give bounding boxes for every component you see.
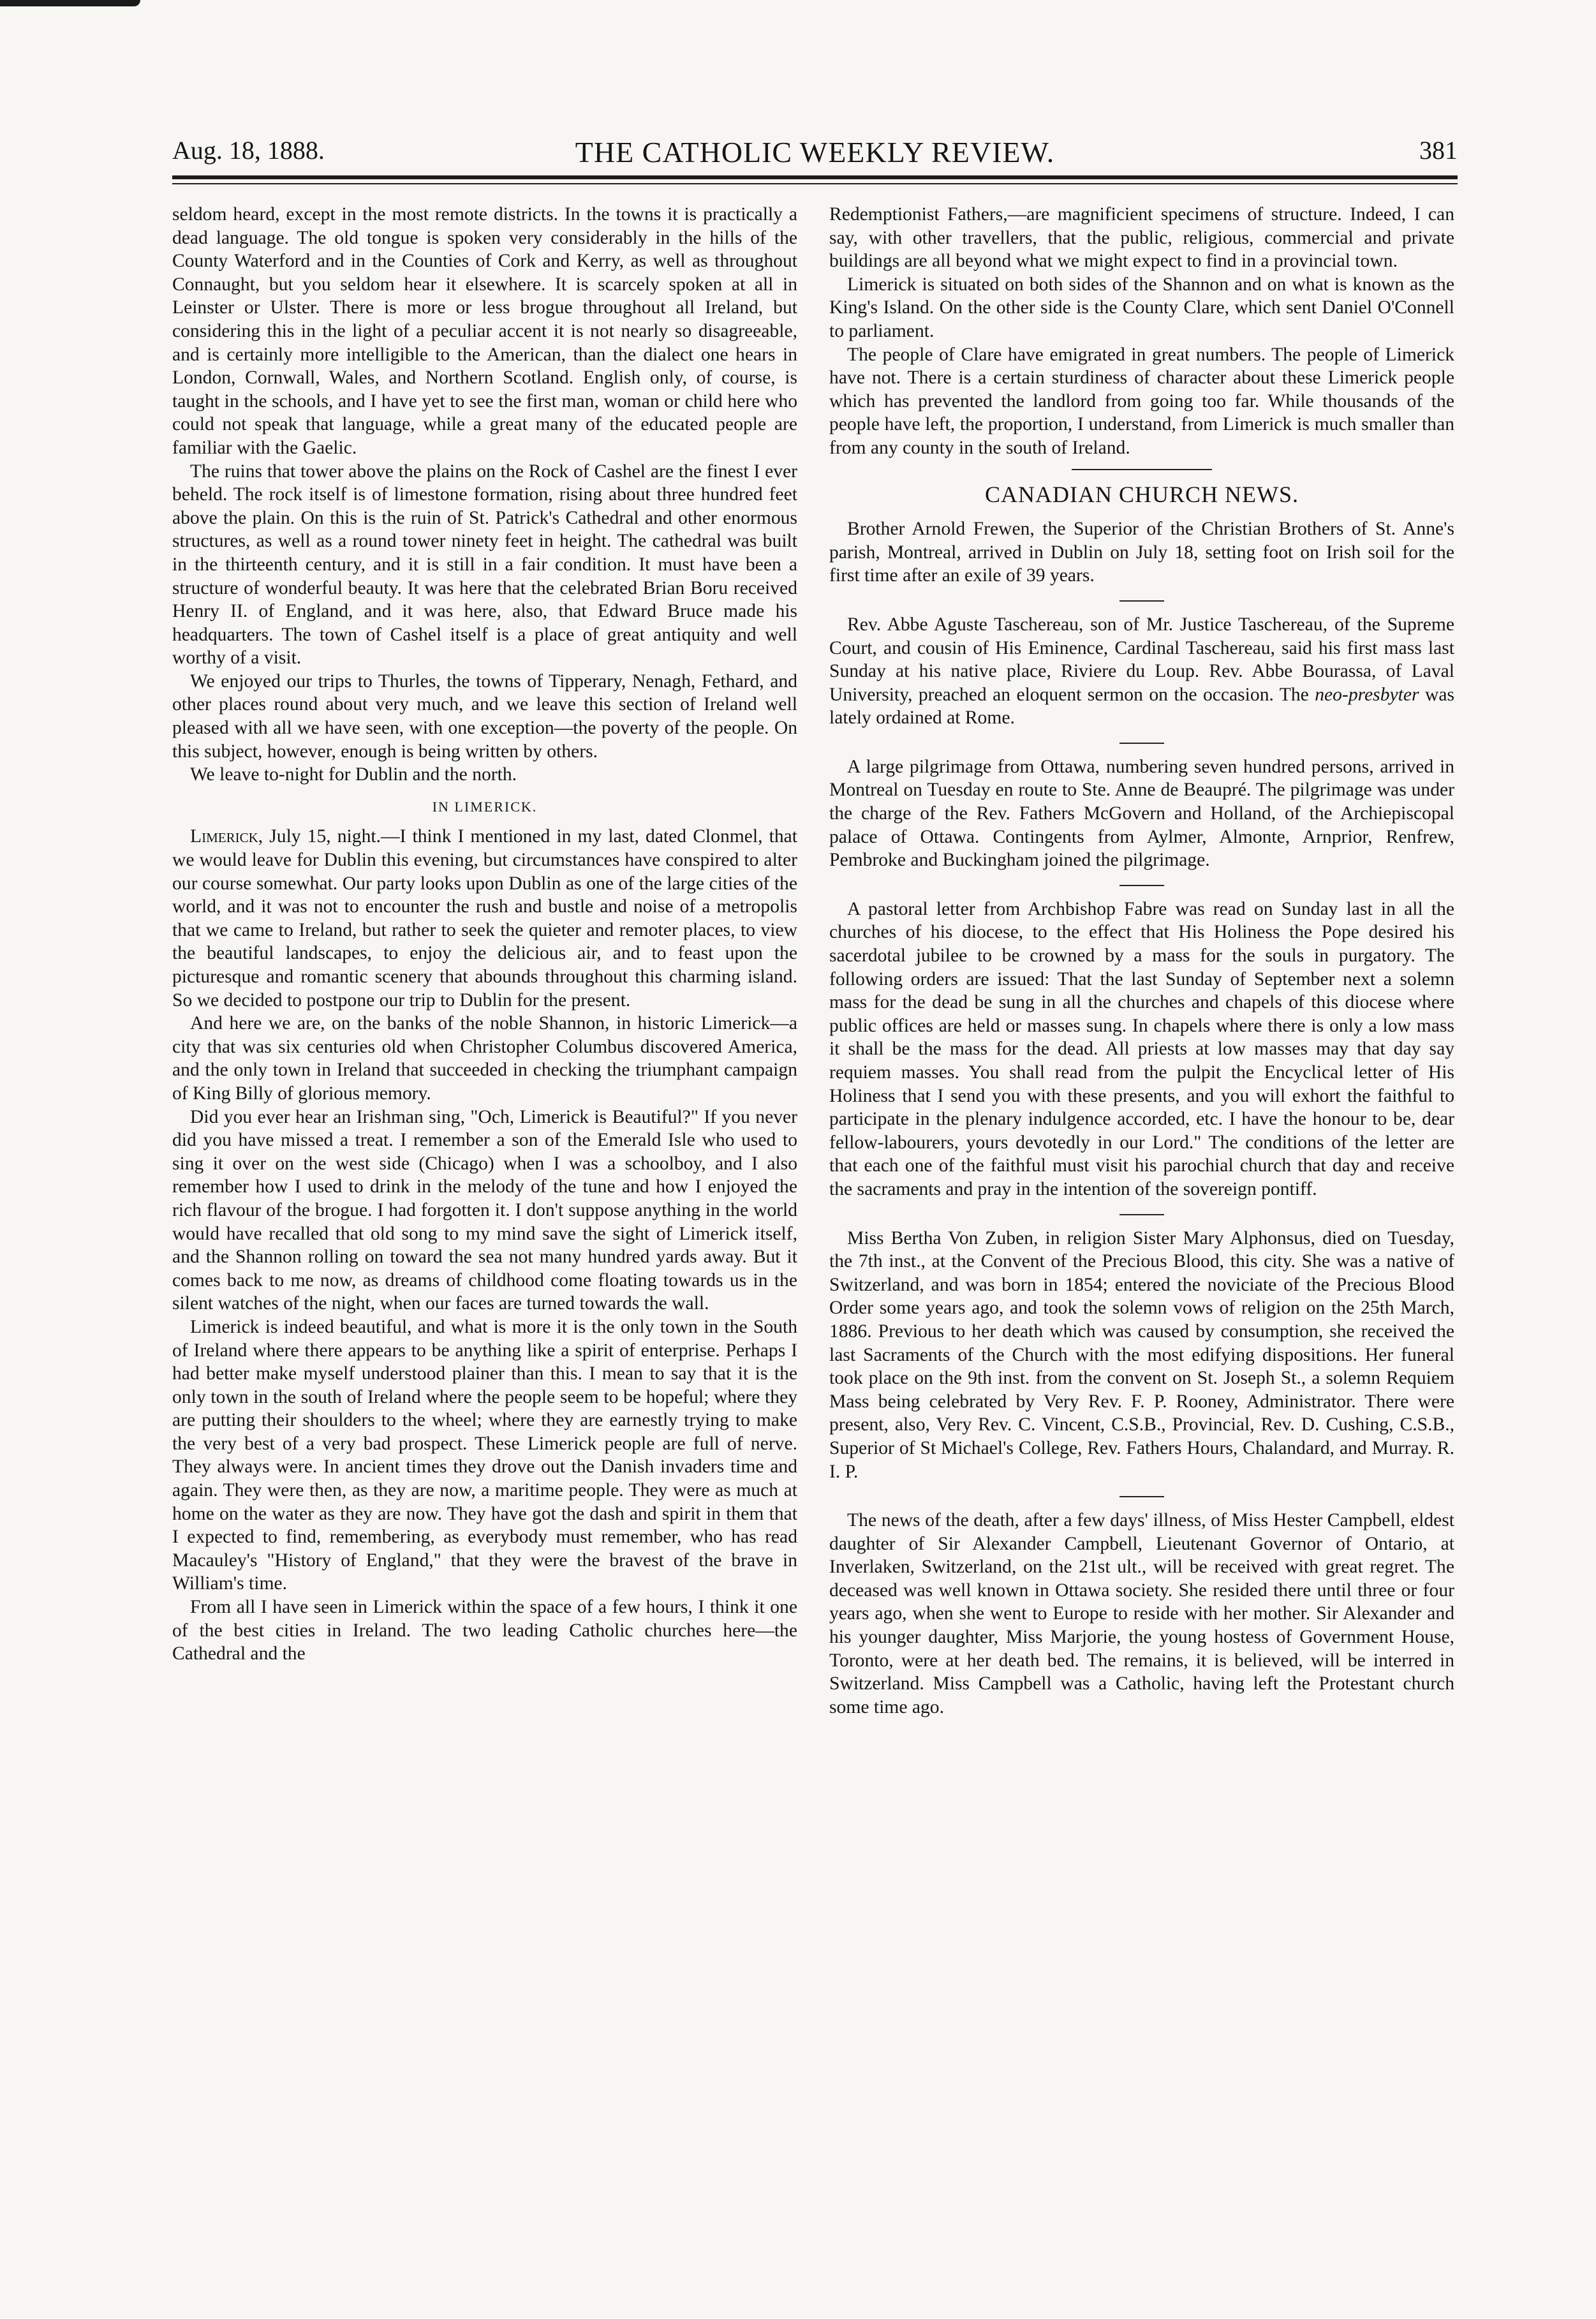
item-divider	[1119, 600, 1164, 602]
italic-term: neo-presbyter	[1315, 684, 1419, 705]
left-column	[172, 203, 797, 2276]
item-divider	[1119, 743, 1164, 744]
article-paragraph: Redemptionist Fathers,—are magnificient specimens of structure. Indeed, I can say, with other travellers, that the public, religious, commercial and private buildings are all beyond what we might expect to find in a provincial town.	[829, 204, 1454, 272]
article-paragraph: Did you ever hear an Irishman sing, "Och, Limerick is Beautiful?" If you never did you have missed a treat. I remember a son of the Emerald Isle who used to sing it over on the west side (Chicago) when I was a schoolboy, and I also remember how I used to drink in the melody of the tune and how I enjoyed the rich flavour of the brogue. I had forgotten it. I don't suppose anything in the world would have recalled that old song to my mind save the sight of Limerick itself, and the Shannon rolling on toward the sea not many hundred yards away. But it comes back to me now, as dreams of childhood come floating towards us in the silent watches of the night, when our faces are turned towards the wall.	[172, 1106, 797, 1314]
item-divider	[1119, 1214, 1164, 1215]
news-item: A pastoral letter from Archbishop Fabre was read on Sunday last in all the churches of his diocese, to the effect that His Holiness the Pope desired his sacerdotal jubilee to be crowned by a mass for the souls in purgatory. The following orders are issued: That the last Sunday of September next a solemn mass for the dead be sung in all the churches and chapels of this diocese where public offices are held or masses sung. In chapels where there is only a low mass it shall be the mass for the dead. All priests at low masses may that day say requiem masses. You shall read from the pulpit the Encyclical letter of His Holiness that I send you with these presents, and you will exhort the faithful to participate in the plenary indulgence accorded, etc. I have the honour to be, dear fellow-labourers, yours devotedly in our Lord." The conditions of the letter are that each one of the faithful must visit his parochial church that day and receive the sacraments and pray in the intention of the sovereign pontiff.	[829, 898, 1454, 1199]
page-header	[172, 135, 1458, 180]
page-number: 381	[1419, 136, 1458, 165]
news-item: The news of the death, after a few days' illness, of Miss Hester Campbell, eldest daughter of Sir Alexander Campbell, Lieutenant Governor of Ontario, at Inverlaken, Switzerland, on the 21st ult., will be received with great regret. The deceased was well known in Ottawa society. She resided there until three or four years ago, when she went to Europe to reside with her mother. Sir Alexander and his younger daughter, Miss Marjorie, the young hostess of Government House, Toronto, were at her death bed. The remains, it is believed, will be interred in Switzerland. Miss Campbell was a Catholic, having left the Protestant church some time ago.	[829, 1510, 1454, 1717]
issue-date: Aug. 18, 1888.	[172, 136, 325, 165]
news-item: Miss Bertha Von Zuben, in religion Sister Mary Alphonsus, died on Tuesday, the 7th inst., at the Convent of the Precious Blood, this city. She was a native of Switzerland, and was born in 1854; entered the noviciate of the Precious Blood Order some years ago, and took the solemn vows of religion on the 25th March, 1886. Previous to her death which was caused by consumption, she received the last Sacraments of the Church with the most edifying dispositions. Her funeral took place on the 9th inst. from the convent on St. Joseph St., a solemn Requiem Mass being celebrated by Very Rev. F. P. Rooney, Administrator. There were present, also, Very Rev. C. Vincent, C.S.B., Provincial, Rev. D. Cushing, C.S.B., Superior of St Michael's College, Rev. Fathers Hours, Chalandard, and Murray. R. I. P.	[829, 1227, 1454, 1482]
article-paragraph: And here we are, on the banks of the noble Shannon, in historic Limerick—a city that was six centuries old when Christopher Columbus discovered America, and the only town in Ireland that succeeded in checking the triumphant campaign of King Billy of glorious memory.	[172, 1013, 797, 1104]
article-paragraph: Limerick is indeed beautiful, and what is more it is the only town in the South of Ireland where there appears to be anything like a spirit of enterprise. Perhaps I had better make myself understood plainer than this. I mean to say that it is the only town in the south of Ireland where the people seem to be hopeful; where they are putting their shoulders to the wheel; where they are earnestly trying to make the very best of a very bad prospect. These Limerick people are full of nerve. They always were. In ancient times they drove out the Danish invaders time and again. They were then, as they are now, a maritime people. They were as much at home on the water as they are now. They have got the dash and spirit in them that I expected to find, remembering, as everybody must remember, who has read Macauley's "History of England," that they were the bravest of the brave in William's time.	[172, 1316, 797, 1594]
subheading-in-limerick: IN LIMERICK.	[432, 798, 538, 815]
item-divider	[1119, 1496, 1164, 1497]
article-paragraph: From all I have seen in Limerick within the space of a few hours, I think it one of the best cities in Ireland. The two leading Catholic churches here—the Cathedral and the	[172, 1597, 797, 1664]
article-paragraph	[172, 825, 797, 1012]
article-paragraph: seldom heard, except in the most remote districts. In the towns it is practically a dead language. The old tongue is spoken very considerably in the hills of the County Waterford and in the Counties of Cork and Kerry, as well as throughout Connaught, but you seldom hear it elsewhere. It is scarcely spoken at all in Leinster or Ulster. There is more or less brogue throughout all Ireland, but considering this in the light of a peculiar accent it is not nearly so disagreeable, and is certainly more intelligible to the American, than the dialect one hears in London, Cornwall, Wales, and Northern Scotland. English only, of course, is taught in the schools, and I have yet to see the first man, woman or child here who could not speak that language, while a great many of the educated people are familiar with the Gaelic.	[172, 204, 797, 458]
article-paragraph: The ruins that tower above the plains on the Rock of Cashel are the finest I ever beheld. The rock itself is of limestone formation, rising about three hundred feet above the plain. On this is the ruin of St. Patrick's Cathedral and other enormous structures, as well as a round tower ninety feet in height. The cathedral was built in the thirteenth century, and it is still in a fair condition. It must have been a structure of wonderful beauty. It was here that the celebrated Brian Boru received Henry II. of England, and it was here, also, that Edward Bruce made his headquarters. The town of Cashel itself is a place of great antiquity and well worthy of a visit.	[172, 461, 797, 669]
scan-edge-mark	[0, 0, 140, 6]
publication-title: THE CATHOLIC WEEKLY REVIEW.	[575, 136, 1055, 168]
header-rule-thin	[172, 183, 1458, 184]
news-item: Brother Arnold Frewen, the Superior of the Christian Brothers of St. Anne's parish, Montreal, arrived in Dublin on July 18, setting foot on Irish soil for the first time after an exile of 39 years.	[829, 519, 1454, 586]
article-paragraph: The people of Clare have emigrated in great numbers. The people of Limerick have not. There is a certain sturdiness of character about these Limerick people which has prevented the landlord from going too far. While thousands of the people have left, the proportion, I understand, from Limerick is much smaller than from any county in the south of Ireland.	[829, 344, 1454, 458]
item-divider	[1119, 885, 1164, 886]
dateline-text: July 15, night.—I think I mentioned in my last, dated Clonmel, that we would leave for Dublin this evening, but circumstances have conspired to alter our course somewhat. Our party looks upon Dublin as one of the large cities of the world, and it was not to encounter the rush and bustle and noise of a metropolis that we came to Ireland, but rather to seek the quieter and remoter places, to view the beautiful landscapes, to enjoy the delicious air, and to feast upon the picturesque and romantic scenery that abounds throughout this charming island. So we decided to postpone our trip to Dublin for the present.	[172, 826, 797, 1011]
section-divider	[1072, 469, 1212, 470]
news-item: Rev. Abbe Aguste Taschereau, son of Mr. Justice Taschereau, of the Supreme Court, and cousin of His Eminence, Cardinal Taschereau, said his first mass last Sunday at his native place, Riviere du Loup. Rev. Abbe Bourassa, of Laval University, preached an eloquent sermon on the occasion. The neo-presbyter was lately ordained at Rome.	[829, 614, 1454, 729]
dateline: Limerick,	[190, 826, 263, 847]
article-paragraph: We leave to-night for Dublin and the north.	[190, 764, 517, 785]
section-title-canadian-church-news: CANADIAN CHURCH NEWS.	[984, 481, 1299, 507]
header-rule-thick	[172, 175, 1458, 179]
right-column	[829, 203, 1454, 2276]
news-item: A large pilgrimage from Ottawa, numbering seven hundred persons, arrived in Montreal on Tuesday en route to Ste. Anne de Beaupré. The pilgrimage was under the charge of the Rev. Fathers McGovern and Holland, of the Archiepiscopal palace of Ottawa. Contingents from Aylmer, Almonte, Arnprior, Renfrew, Pembroke and Buckingham joined the pilgrimage.	[829, 756, 1454, 871]
article-paragraph: We enjoyed our trips to Thurles, the towns of Tipperary, Nenagh, Fethard, and other places round about very much, and we leave this section of Ireland well pleased with all we have seen, with one exception—the poverty of the people. On this subject, however, enough is being written by others.	[172, 671, 797, 762]
article-paragraph: Limerick is situated on both sides of the Shannon and on what is known as the King's Island. On the other side is the County Clare, which sent Daniel O'Connell to parliament.	[829, 274, 1454, 341]
